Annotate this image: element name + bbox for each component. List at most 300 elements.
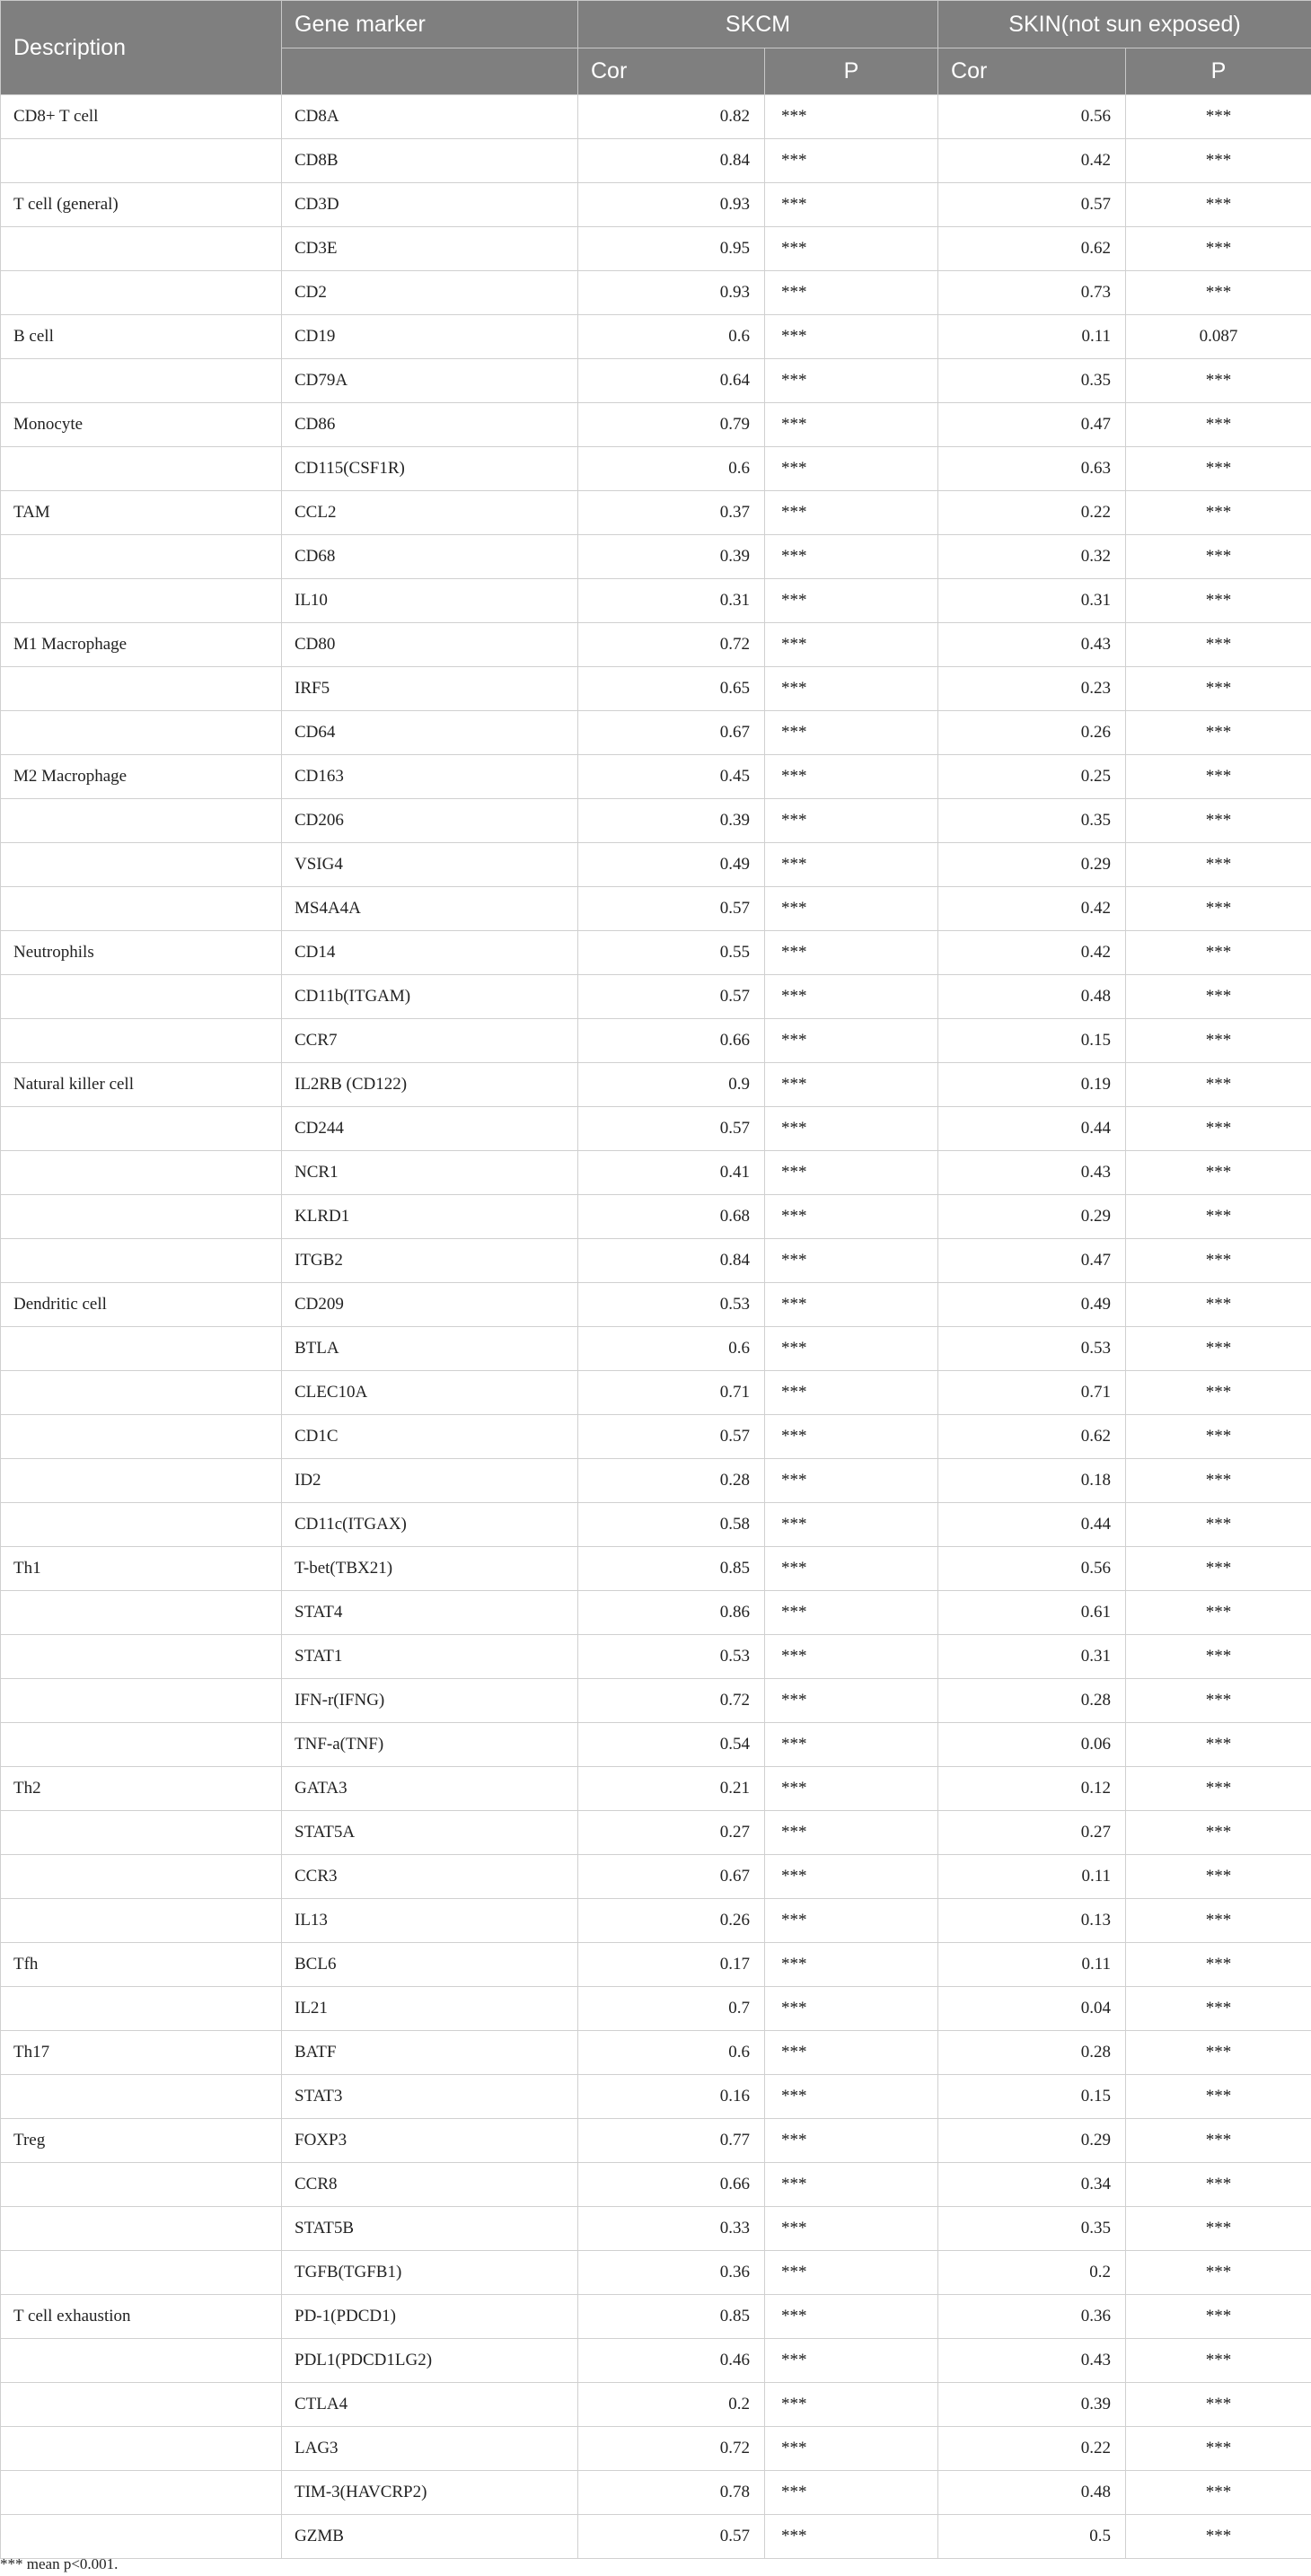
cell-cor-skin: 0.26	[938, 711, 1126, 755]
cell-p-skcm: ***	[765, 1635, 938, 1679]
cell-gene-marker: TIM-3(HAVCRP2)	[282, 2471, 578, 2515]
table-row	[1, 1679, 1311, 1723]
cell-gene-marker: IL21	[282, 1987, 578, 2031]
cell-cor-skcm: 0.82	[578, 95, 765, 139]
cell-p-skcm: ***	[765, 1943, 938, 1987]
cell-cor-skin: 0.47	[938, 1239, 1126, 1283]
cell-cor-skin: 0.43	[938, 2339, 1126, 2383]
cell-p-skin: ***	[1126, 1195, 1311, 1239]
cell-p-skin: ***	[1126, 623, 1311, 667]
cell-cor-skin: 0.29	[938, 1195, 1126, 1239]
cell-p-skcm: ***	[765, 535, 938, 579]
cell-description	[1, 711, 282, 755]
cell-gene-marker: GZMB	[282, 2515, 578, 2559]
cell-p-skin: ***	[1126, 491, 1311, 535]
cell-cor-skcm: 0.93	[578, 183, 765, 227]
cell-cor-skin: 0.48	[938, 975, 1126, 1019]
cell-gene-marker: CD11b(ITGAM)	[282, 975, 578, 1019]
table-row	[1, 359, 1311, 403]
cell-p-skcm: ***	[765, 1415, 938, 1459]
cell-description	[1, 1107, 282, 1151]
cell-p-skin: ***	[1126, 843, 1311, 887]
cell-description: M1 Macrophage	[1, 623, 282, 667]
cell-p-skin: ***	[1126, 1547, 1311, 1591]
cell-gene-marker: CCR7	[282, 1019, 578, 1063]
cell-cor-skin: 0.43	[938, 623, 1126, 667]
cell-p-skcm: ***	[765, 1855, 938, 1899]
cell-p-skin: ***	[1126, 359, 1311, 403]
cell-p-skcm: ***	[765, 2427, 938, 2471]
cell-gene-marker: STAT4	[282, 1591, 578, 1635]
table-row	[1, 1327, 1311, 1371]
cell-p-skin: ***	[1126, 667, 1311, 711]
cell-cor-skin: 0.62	[938, 227, 1126, 271]
cell-gene-marker: TNF-a(TNF)	[282, 1723, 578, 1767]
cell-cor-skin: 0.42	[938, 887, 1126, 931]
cell-description	[1, 2471, 282, 2515]
cell-p-skcm: ***	[765, 2251, 938, 2295]
cell-description	[1, 1503, 282, 1547]
table-row	[1, 1195, 1311, 1239]
cell-cor-skcm: 0.57	[578, 975, 765, 1019]
cell-p-skcm: ***	[765, 315, 938, 359]
cell-cor-skcm: 0.53	[578, 1635, 765, 1679]
cell-p-skin: ***	[1126, 271, 1311, 315]
cell-cor-skcm: 0.86	[578, 1591, 765, 1635]
cell-p-skcm: ***	[765, 95, 938, 139]
cell-p-skcm: ***	[765, 1547, 938, 1591]
table-row	[1, 403, 1311, 447]
cell-p-skin: ***	[1126, 1679, 1311, 1723]
cell-cor-skin: 0.39	[938, 2383, 1126, 2427]
cell-p-skin: ***	[1126, 1415, 1311, 1459]
cell-cor-skin: 0.35	[938, 799, 1126, 843]
cell-gene-marker: CLEC10A	[282, 1371, 578, 1415]
cell-gene-marker: CD3D	[282, 183, 578, 227]
cell-description	[1, 667, 282, 711]
cell-p-skin: ***	[1126, 447, 1311, 491]
table-header	[1, 1, 1311, 95]
table-row	[1, 1371, 1311, 1415]
cell-p-skcm: ***	[765, 447, 938, 491]
cell-gene-marker: MS4A4A	[282, 887, 578, 931]
cell-p-skin: ***	[1126, 1239, 1311, 1283]
cell-p-skin: ***	[1126, 1151, 1311, 1195]
cell-gene-marker: BATF	[282, 2031, 578, 2075]
cell-gene-marker: CCR8	[282, 2163, 578, 2207]
cell-cor-skcm: 0.6	[578, 315, 765, 359]
cell-cor-skin: 0.23	[938, 667, 1126, 711]
cell-p-skin: 0.087	[1126, 315, 1311, 359]
cell-p-skcm: ***	[765, 1327, 938, 1371]
cell-description	[1, 1019, 282, 1063]
cell-cor-skcm: 0.9	[578, 1063, 765, 1107]
cell-cor-skin: 0.28	[938, 1679, 1126, 1723]
table-row	[1, 2031, 1311, 2075]
cell-cor-skcm: 0.67	[578, 711, 765, 755]
cell-gene-marker: BCL6	[282, 1943, 578, 1987]
cell-gene-marker: CD163	[282, 755, 578, 799]
cell-p-skin: ***	[1126, 1855, 1311, 1899]
cell-cor-skcm: 0.28	[578, 1459, 765, 1503]
cell-gene-marker: PD-1(PDCD1)	[282, 2295, 578, 2339]
cell-p-skcm: ***	[765, 2031, 938, 2075]
cell-p-skcm: ***	[765, 1371, 938, 1415]
cell-p-skcm: ***	[765, 931, 938, 975]
table-row	[1, 1943, 1311, 1987]
cell-gene-marker: STAT5A	[282, 1811, 578, 1855]
cell-p-skin: ***	[1126, 2031, 1311, 2075]
table-row	[1, 2075, 1311, 2119]
cell-description: T cell (general)	[1, 183, 282, 227]
cell-p-skcm: ***	[765, 1239, 938, 1283]
table-row	[1, 2339, 1311, 2383]
table-row	[1, 535, 1311, 579]
cell-cor-skcm: 0.55	[578, 931, 765, 975]
cell-cor-skcm: 0.6	[578, 2031, 765, 2075]
cell-cor-skin: 0.2	[938, 2251, 1126, 2295]
cell-cor-skin: 0.35	[938, 359, 1126, 403]
cell-cor-skcm: 0.65	[578, 667, 765, 711]
cell-cor-skin: 0.32	[938, 535, 1126, 579]
header-gene-marker: Gene marker	[282, 1, 578, 48]
cell-cor-skin: 0.12	[938, 1767, 1126, 1811]
cell-p-skin: ***	[1126, 1019, 1311, 1063]
cell-gene-marker: IL2RB (CD122)	[282, 1063, 578, 1107]
cell-cor-skin: 0.28	[938, 2031, 1126, 2075]
cell-p-skcm: ***	[765, 1767, 938, 1811]
cell-cor-skin: 0.15	[938, 1019, 1126, 1063]
cell-p-skcm: ***	[765, 1195, 938, 1239]
cell-p-skcm: ***	[765, 667, 938, 711]
cell-gene-marker: CTLA4	[282, 2383, 578, 2427]
table-row	[1, 2119, 1311, 2163]
cell-description	[1, 1723, 282, 1767]
cell-p-skin: ***	[1126, 579, 1311, 623]
cell-p-skin: ***	[1126, 1063, 1311, 1107]
table-row	[1, 2427, 1311, 2471]
table-row	[1, 1591, 1311, 1635]
cell-p-skin: ***	[1126, 535, 1311, 579]
cell-description	[1, 2251, 282, 2295]
cell-description: Neutrophils	[1, 931, 282, 975]
table-row	[1, 1547, 1311, 1591]
table-row	[1, 2383, 1311, 2427]
cell-p-skcm: ***	[765, 1283, 938, 1327]
table-row	[1, 1855, 1311, 1899]
cell-gene-marker: NCR1	[282, 1151, 578, 1195]
cell-p-skin: ***	[1126, 1371, 1311, 1415]
table-row	[1, 1415, 1311, 1459]
cell-gene-marker: BTLA	[282, 1327, 578, 1371]
cell-cor-skin: 0.04	[938, 1987, 1126, 2031]
cell-cor-skin: 0.11	[938, 315, 1126, 359]
cell-p-skcm: ***	[765, 359, 938, 403]
cell-p-skin: ***	[1126, 1283, 1311, 1327]
cell-gene-marker: CD2	[282, 271, 578, 315]
cell-gene-marker: CD79A	[282, 359, 578, 403]
cell-cor-skin: 0.56	[938, 95, 1126, 139]
cell-cor-skin: 0.44	[938, 1107, 1126, 1151]
cell-description	[1, 1987, 282, 2031]
cell-description	[1, 447, 282, 491]
cell-p-skin: ***	[1126, 403, 1311, 447]
cell-cor-skin: 0.35	[938, 2207, 1126, 2251]
cell-description	[1, 1151, 282, 1195]
cell-cor-skcm: 0.77	[578, 2119, 765, 2163]
cell-gene-marker: PDL1(PDCD1LG2)	[282, 2339, 578, 2383]
cell-cor-skin: 0.61	[938, 1591, 1126, 1635]
table-row	[1, 2251, 1311, 2295]
cell-cor-skcm: 0.57	[578, 1415, 765, 1459]
cell-p-skcm: ***	[765, 2207, 938, 2251]
table-row	[1, 1767, 1311, 1811]
cell-description: TAM	[1, 491, 282, 535]
cell-cor-skcm: 0.64	[578, 359, 765, 403]
cell-cor-skin: 0.11	[938, 1855, 1126, 1899]
cell-p-skin: ***	[1126, 1591, 1311, 1635]
cell-p-skin: ***	[1126, 227, 1311, 271]
table-row	[1, 1151, 1311, 1195]
header-gene-marker-sub	[282, 48, 578, 95]
table-row	[1, 1899, 1311, 1943]
cell-cor-skcm: 0.72	[578, 623, 765, 667]
cell-description: CD8+ T cell	[1, 95, 282, 139]
table-row	[1, 887, 1311, 931]
table-row	[1, 711, 1311, 755]
cell-gene-marker: IL10	[282, 579, 578, 623]
table-row	[1, 1987, 1311, 2031]
cell-p-skcm: ***	[765, 1503, 938, 1547]
table-row	[1, 579, 1311, 623]
cell-gene-marker: VSIG4	[282, 843, 578, 887]
cell-p-skcm: ***	[765, 271, 938, 315]
table-row	[1, 1107, 1311, 1151]
cell-p-skin: ***	[1126, 1723, 1311, 1767]
cell-description: Monocyte	[1, 403, 282, 447]
cell-p-skcm: ***	[765, 403, 938, 447]
cell-cor-skin: 0.49	[938, 1283, 1126, 1327]
cell-p-skcm: ***	[765, 2339, 938, 2383]
cell-p-skcm: ***	[765, 1151, 938, 1195]
cell-gene-marker: CD244	[282, 1107, 578, 1151]
cell-cor-skin: 0.29	[938, 843, 1126, 887]
cell-gene-marker: CCR3	[282, 1855, 578, 1899]
cell-p-skin: ***	[1126, 975, 1311, 1019]
cell-p-skcm: ***	[765, 799, 938, 843]
cell-gene-marker: CD206	[282, 799, 578, 843]
cell-p-skcm: ***	[765, 2471, 938, 2515]
cell-cor-skin: 0.47	[938, 403, 1126, 447]
cell-description	[1, 1591, 282, 1635]
table-row	[1, 975, 1311, 1019]
cell-cor-skin: 0.29	[938, 2119, 1126, 2163]
cell-description	[1, 2427, 282, 2471]
cell-description	[1, 1327, 282, 1371]
cell-description	[1, 271, 282, 315]
cell-gene-marker: IL13	[282, 1899, 578, 1943]
cell-description	[1, 1459, 282, 1503]
cell-p-skcm: ***	[765, 139, 938, 183]
cell-cor-skin: 0.48	[938, 2471, 1126, 2515]
cell-description	[1, 1195, 282, 1239]
cell-cor-skin: 0.34	[938, 2163, 1126, 2207]
cell-description	[1, 1635, 282, 1679]
cell-p-skin: ***	[1126, 2383, 1311, 2427]
cell-description	[1, 799, 282, 843]
cell-p-skcm: ***	[765, 711, 938, 755]
cell-gene-marker: STAT3	[282, 2075, 578, 2119]
table-row	[1, 1811, 1311, 1855]
cell-gene-marker: ID2	[282, 1459, 578, 1503]
cell-cor-skin: 0.11	[938, 1943, 1126, 1987]
cell-description	[1, 1679, 282, 1723]
cell-gene-marker: KLRD1	[282, 1195, 578, 1239]
cell-cor-skcm: 0.71	[578, 1371, 765, 1415]
cell-p-skin: ***	[1126, 2427, 1311, 2471]
cell-cor-skin: 0.22	[938, 2427, 1126, 2471]
cell-cor-skcm: 0.46	[578, 2339, 765, 2383]
cell-description: Natural killer cell	[1, 1063, 282, 1107]
cell-cor-skcm: 0.33	[578, 2207, 765, 2251]
cell-p-skin: ***	[1126, 95, 1311, 139]
cell-p-skcm: ***	[765, 491, 938, 535]
cell-cor-skin: 0.44	[938, 1503, 1126, 1547]
cell-p-skcm: ***	[765, 227, 938, 271]
cell-gene-marker: CD68	[282, 535, 578, 579]
cell-p-skin: ***	[1126, 799, 1311, 843]
cell-cor-skcm: 0.84	[578, 139, 765, 183]
cell-gene-marker: CD115(CSF1R)	[282, 447, 578, 491]
table-row	[1, 1503, 1311, 1547]
cell-description	[1, 1415, 282, 1459]
table-row	[1, 1283, 1311, 1327]
cell-gene-marker: T-bet(TBX21)	[282, 1547, 578, 1591]
cell-p-skcm: ***	[765, 2515, 938, 2559]
cell-p-skcm: ***	[765, 2295, 938, 2339]
cell-cor-skin: 0.18	[938, 1459, 1126, 1503]
cell-cor-skcm: 0.2	[578, 2383, 765, 2427]
cell-cor-skcm: 0.78	[578, 2471, 765, 2515]
cell-description: Dendritic cell	[1, 1283, 282, 1327]
cell-gene-marker: FOXP3	[282, 2119, 578, 2163]
header-p-skcm: P	[765, 48, 938, 95]
table-row	[1, 2295, 1311, 2339]
cell-cor-skcm: 0.36	[578, 2251, 765, 2295]
cell-gene-marker: CD8B	[282, 139, 578, 183]
cell-gene-marker: CD19	[282, 315, 578, 359]
cell-p-skcm: ***	[765, 1591, 938, 1635]
cell-p-skin: ***	[1126, 183, 1311, 227]
cell-cor-skin: 0.27	[938, 1811, 1126, 1855]
cell-description	[1, 535, 282, 579]
table-body	[1, 95, 1311, 2559]
cell-cor-skin: 0.22	[938, 491, 1126, 535]
cell-p-skin: ***	[1126, 2251, 1311, 2295]
cell-p-skin: ***	[1126, 1107, 1311, 1151]
cell-cor-skcm: 0.16	[578, 2075, 765, 2119]
cell-p-skin: ***	[1126, 2207, 1311, 2251]
cell-gene-marker: LAG3	[282, 2427, 578, 2471]
cell-description	[1, 1239, 282, 1283]
cell-p-skcm: ***	[765, 1459, 938, 1503]
table-footnote: *** mean p<0.001.	[0, 2555, 119, 2572]
cell-p-skin: ***	[1126, 1899, 1311, 1943]
table-row	[1, 755, 1311, 799]
cell-cor-skcm: 0.53	[578, 1283, 765, 1327]
table-row	[1, 2471, 1311, 2515]
table-row	[1, 227, 1311, 271]
cell-p-skin: ***	[1126, 1987, 1311, 2031]
cell-cor-skcm: 0.39	[578, 535, 765, 579]
cell-cor-skcm: 0.66	[578, 2163, 765, 2207]
header-skcm: SKCM	[578, 1, 938, 48]
cell-p-skin: ***	[1126, 931, 1311, 975]
table-row	[1, 139, 1311, 183]
cell-p-skcm: ***	[765, 2383, 938, 2427]
cell-p-skin: ***	[1126, 139, 1311, 183]
cell-description: Th1	[1, 1547, 282, 1591]
table-row	[1, 2163, 1311, 2207]
cell-p-skin: ***	[1126, 2163, 1311, 2207]
cell-cor-skcm: 0.54	[578, 1723, 765, 1767]
table-row	[1, 183, 1311, 227]
cell-cor-skcm: 0.85	[578, 2295, 765, 2339]
table-row	[1, 1723, 1311, 1767]
cell-p-skcm: ***	[765, 1019, 938, 1063]
cell-p-skcm: ***	[765, 1723, 938, 1767]
cell-gene-marker: CCL2	[282, 491, 578, 535]
cell-cor-skcm: 0.58	[578, 1503, 765, 1547]
table-row	[1, 623, 1311, 667]
cell-cor-skcm: 0.21	[578, 1767, 765, 1811]
cell-description: Treg	[1, 2119, 282, 2163]
cell-p-skin: ***	[1126, 1459, 1311, 1503]
cell-p-skin: ***	[1126, 887, 1311, 931]
cell-p-skcm: ***	[765, 1811, 938, 1855]
cell-cor-skin: 0.42	[938, 931, 1126, 975]
cell-cor-skcm: 0.45	[578, 755, 765, 799]
cell-cor-skcm: 0.84	[578, 1239, 765, 1283]
cell-description: Th2	[1, 1767, 282, 1811]
cell-p-skin: ***	[1126, 2471, 1311, 2515]
cell-p-skcm: ***	[765, 579, 938, 623]
cell-cor-skin: 0.13	[938, 1899, 1126, 1943]
cell-description	[1, 2207, 282, 2251]
cell-description: Tfh	[1, 1943, 282, 1987]
cell-cor-skcm: 0.27	[578, 1811, 765, 1855]
cell-gene-marker: CD14	[282, 931, 578, 975]
cell-cor-skin: 0.19	[938, 1063, 1126, 1107]
cell-description	[1, 359, 282, 403]
cell-cor-skin: 0.36	[938, 2295, 1126, 2339]
cell-p-skcm: ***	[765, 755, 938, 799]
cell-cor-skcm: 0.31	[578, 579, 765, 623]
cell-p-skcm: ***	[765, 1063, 938, 1107]
cell-description	[1, 1899, 282, 1943]
cell-description	[1, 139, 282, 183]
cell-p-skcm: ***	[765, 623, 938, 667]
cell-p-skin: ***	[1126, 1503, 1311, 1547]
cell-p-skcm: ***	[765, 887, 938, 931]
table-row	[1, 491, 1311, 535]
cell-cor-skin: 0.57	[938, 183, 1126, 227]
cell-cor-skcm: 0.85	[578, 1547, 765, 1591]
cell-p-skin: ***	[1126, 2515, 1311, 2559]
cell-description	[1, 2163, 282, 2207]
table-row	[1, 95, 1311, 139]
cell-description: Th17	[1, 2031, 282, 2075]
